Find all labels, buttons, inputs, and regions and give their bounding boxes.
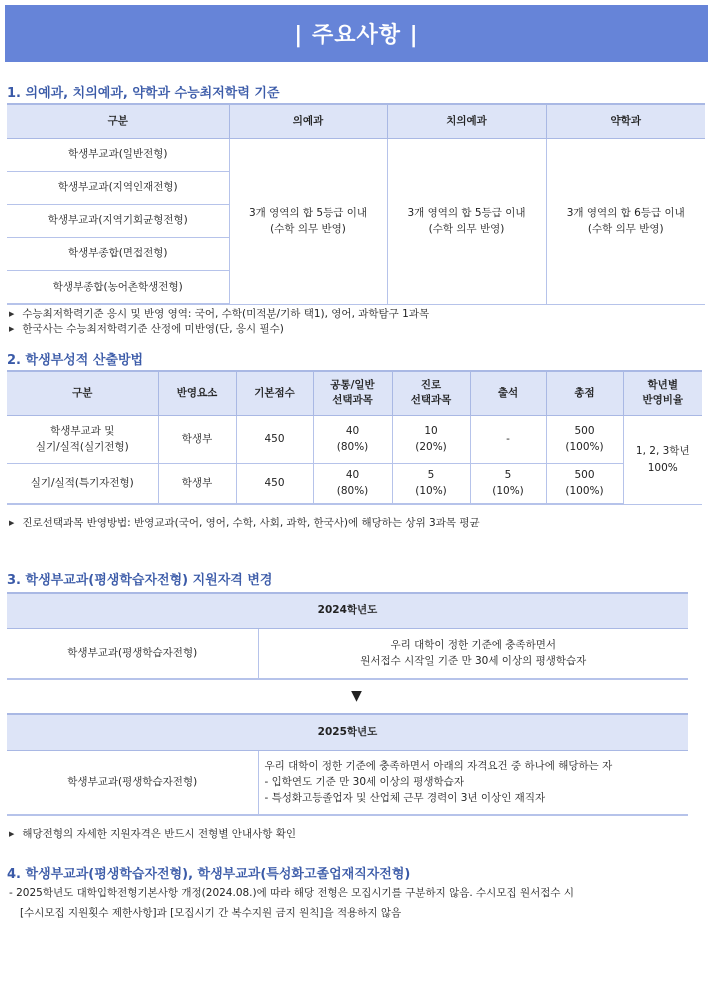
section-4-title: 4. 학생부교과(평생학습자전형), 학생부교과(특성화고졸업재직자전형) bbox=[7, 867, 411, 882]
section-2-title: 2. 학생부성적 산출방법 bbox=[7, 353, 144, 368]
table-row-label: 학생부교과(일반전형) bbox=[7, 138, 229, 171]
header-category: 구분 bbox=[7, 104, 229, 138]
bullet-triangle-icon: ▶ bbox=[9, 829, 15, 838]
qualification-2025-table bbox=[7, 713, 688, 816]
csat-minimum-table bbox=[7, 103, 705, 305]
track-label: 학생부교과(평생학습자전형) bbox=[7, 750, 258, 815]
qualification-2025: 우리 대학이 정한 기준에 충족하면서 아래의 자격요건 중 하나에 해당하는 자 - 입학연도 기준 만 30세 이상의 평생학습자 - 특성화고등졸업자 및 산업체 근무 경력이 3년 이상인 재직자 bbox=[258, 750, 688, 815]
dentistry-criteria: 3개 영역의 합 5등급 이내 (수학 의무 반영) bbox=[387, 138, 546, 304]
down-arrow-icon: ▼ bbox=[351, 688, 362, 704]
header-pharmacy: 약학과 bbox=[546, 104, 705, 138]
header-category: 구분 bbox=[7, 371, 158, 415]
table-row-label: 학생부종합(농어촌학생전형) bbox=[7, 270, 229, 304]
note: ▶ 한국사는 수능최저학력기준 산정에 미반영(단, 응시 필수) bbox=[9, 323, 284, 335]
year-ratio-value: 1, 2, 3학년 100% bbox=[623, 415, 702, 504]
medicine-criteria: 3개 영역의 합 5등급 이내 (수학 의무 반영) bbox=[229, 138, 387, 304]
table-row-label: 학생부교과(지역인재전형) bbox=[7, 171, 229, 204]
pharmacy-criteria: 3개 영역의 합 6등급 이내 (수학 의무 반영) bbox=[546, 138, 705, 304]
bullet-triangle-icon: ▶ bbox=[9, 324, 15, 333]
header-attendance: 출석 bbox=[470, 371, 546, 415]
header-dentistry: 치의예과 bbox=[387, 104, 546, 138]
table-row: 학생부교과 및 실기/실적(실기전형) 학생부 450 40 (80%) 10 (20%) - 500 (100%) 1, 2, 3학년 100% bbox=[7, 415, 702, 463]
header-year-ratio: 학년별 반영비율 bbox=[623, 371, 702, 415]
header-medicine: 의예과 bbox=[229, 104, 387, 138]
track-label: 학생부교과(평생학습자전형) bbox=[7, 628, 258, 679]
section-4-body: - 2025학년도 대학입학전형기본사항 개정(2024.08.)에 따라 해당 전형은 모집시기를 구분하지 않음. 수시모집 원서접수 시 [수시모집 지원횟수 제한사항]과 [모집시기 간 복수지원 금지 원칙]을 적용하지 않음 bbox=[9, 887, 574, 919]
table-row-label: 학생부종합(면접전형) bbox=[7, 237, 229, 270]
year-2024-header: 2024학년도 bbox=[7, 593, 688, 628]
section-3-title: 3. 학생부교과(평생학습자전형) 지원자격 변경 bbox=[7, 573, 273, 588]
bullet-triangle-icon: ▶ bbox=[9, 518, 15, 527]
grade-calculation-table bbox=[7, 370, 702, 505]
header-career-subjects: 진로 선택과목 bbox=[392, 371, 470, 415]
header-total: 총점 bbox=[546, 371, 623, 415]
note: ▶ 해당전형의 자세한 지원자격은 반드시 전형별 안내사항 확인 bbox=[9, 828, 296, 840]
qualification-2024-table bbox=[7, 592, 688, 680]
qualification-2024: 우리 대학이 정한 기준에 충족하면서 원서접수 시작일 기준 만 30세 이상의 평생학습자 bbox=[258, 628, 688, 679]
page-title: | 주요사항 | bbox=[294, 23, 419, 48]
header-common-subjects: 공통/일반 선택과목 bbox=[313, 371, 392, 415]
bullet-triangle-icon: ▶ bbox=[9, 309, 15, 318]
note: ▶ 수능최저학력기준 응시 및 반영 영역: 국어, 수학(미적분/기하 택1), 영어, 과학탐구 1과목 bbox=[9, 308, 430, 320]
section-1-title: 1. 의예과, 치의예과, 약학과 수능최저학력 기준 bbox=[7, 86, 280, 101]
table-row-label: 학생부교과(지역기회균형전형) bbox=[7, 204, 229, 237]
header-element: 반영요소 bbox=[158, 371, 236, 415]
page-title-banner bbox=[5, 5, 708, 62]
table-row: 실기/실적(특기자전형) 학생부 450 40 (80%) 5 (10%) 5 (10%) 500 (100%) bbox=[7, 463, 702, 504]
header-base-score: 기본점수 bbox=[236, 371, 313, 415]
note: ▶ 진로선택과목 반영방법: 반영교과(국어, 영어, 수학, 사회, 과학, 한국사)에 해당하는 상위 3과목 평균 bbox=[9, 517, 480, 529]
year-2025-header: 2025학년도 bbox=[7, 714, 688, 750]
